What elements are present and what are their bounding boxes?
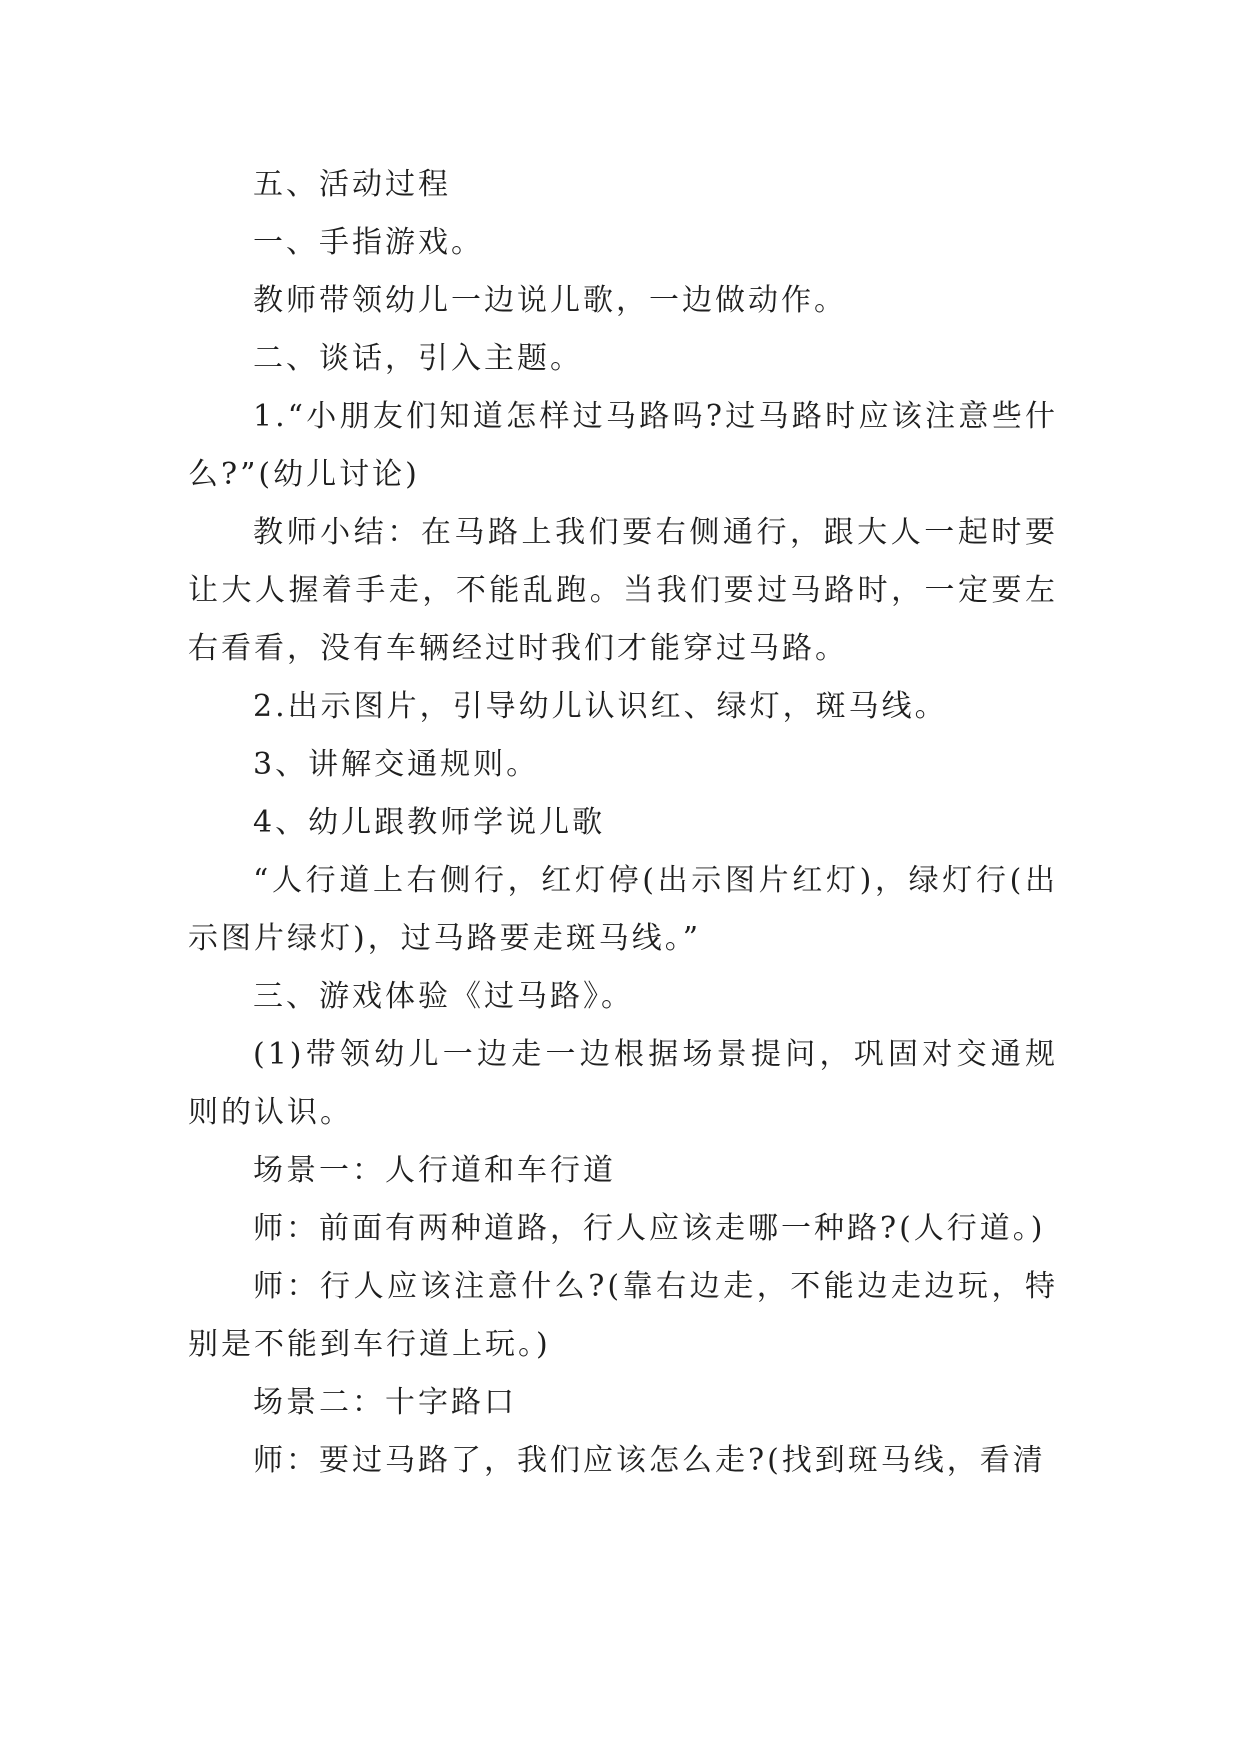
nursery-rhyme: “人行道上右侧行，红灯停(出示图片红灯)，绿灯行(出示图片绿灯)，过马路要走斑马线。”: [188, 863, 1058, 956]
paragraph: 2.出示图片，引导幼儿认识红、绿灯，斑马线。: [253, 689, 948, 724]
dialogue-line: 师：行人应该注意什么?(靠右边走，不能边走边玩，特别是不能到车行道上玩。): [188, 1269, 1058, 1362]
section-heading-activity-process: 五、活动过程: [253, 167, 451, 202]
paragraph: 1.“小朋友们知道怎样过马路吗?过马路时应该注意些什么?”(幼儿讨论): [188, 399, 1058, 492]
step-conversation: 二、谈话，引入主题。: [253, 341, 583, 376]
step-finger-game: 一、手指游戏。: [253, 225, 484, 260]
paragraph: (1)带领幼儿一边走一边根据场景提问，巩固对交通规则的认识。: [188, 1037, 1058, 1130]
scene-two-heading: 场景二：十字路口: [253, 1385, 517, 1420]
paragraph: 教师带领幼儿一边说儿歌，一边做动作。: [253, 283, 847, 318]
step-game-experience: 三、游戏体验《过马路》。: [253, 979, 634, 1014]
dialogue-line: 师：要过马路了，我们应该怎么走?(找到斑马线，看清: [253, 1443, 1046, 1478]
paragraph: 4、幼儿跟教师学说儿歌: [253, 805, 606, 840]
dialogue-line: 师：前面有两种道路，行人应该走哪一种路?(人行道。): [253, 1211, 1046, 1246]
paragraph: 教师小结：在马路上我们要右侧通行，跟大人一起时要让大人握着手走，不能乱跑。当我们要过马路时，一定要左右看看，没有车辆经过时我们才能穿过马路。: [188, 515, 1058, 666]
scene-one-heading: 场景一：人行道和车行道: [253, 1153, 616, 1188]
document-body: [188, 156, 1058, 1490]
paragraph: 3、讲解交通规则。: [253, 747, 540, 782]
